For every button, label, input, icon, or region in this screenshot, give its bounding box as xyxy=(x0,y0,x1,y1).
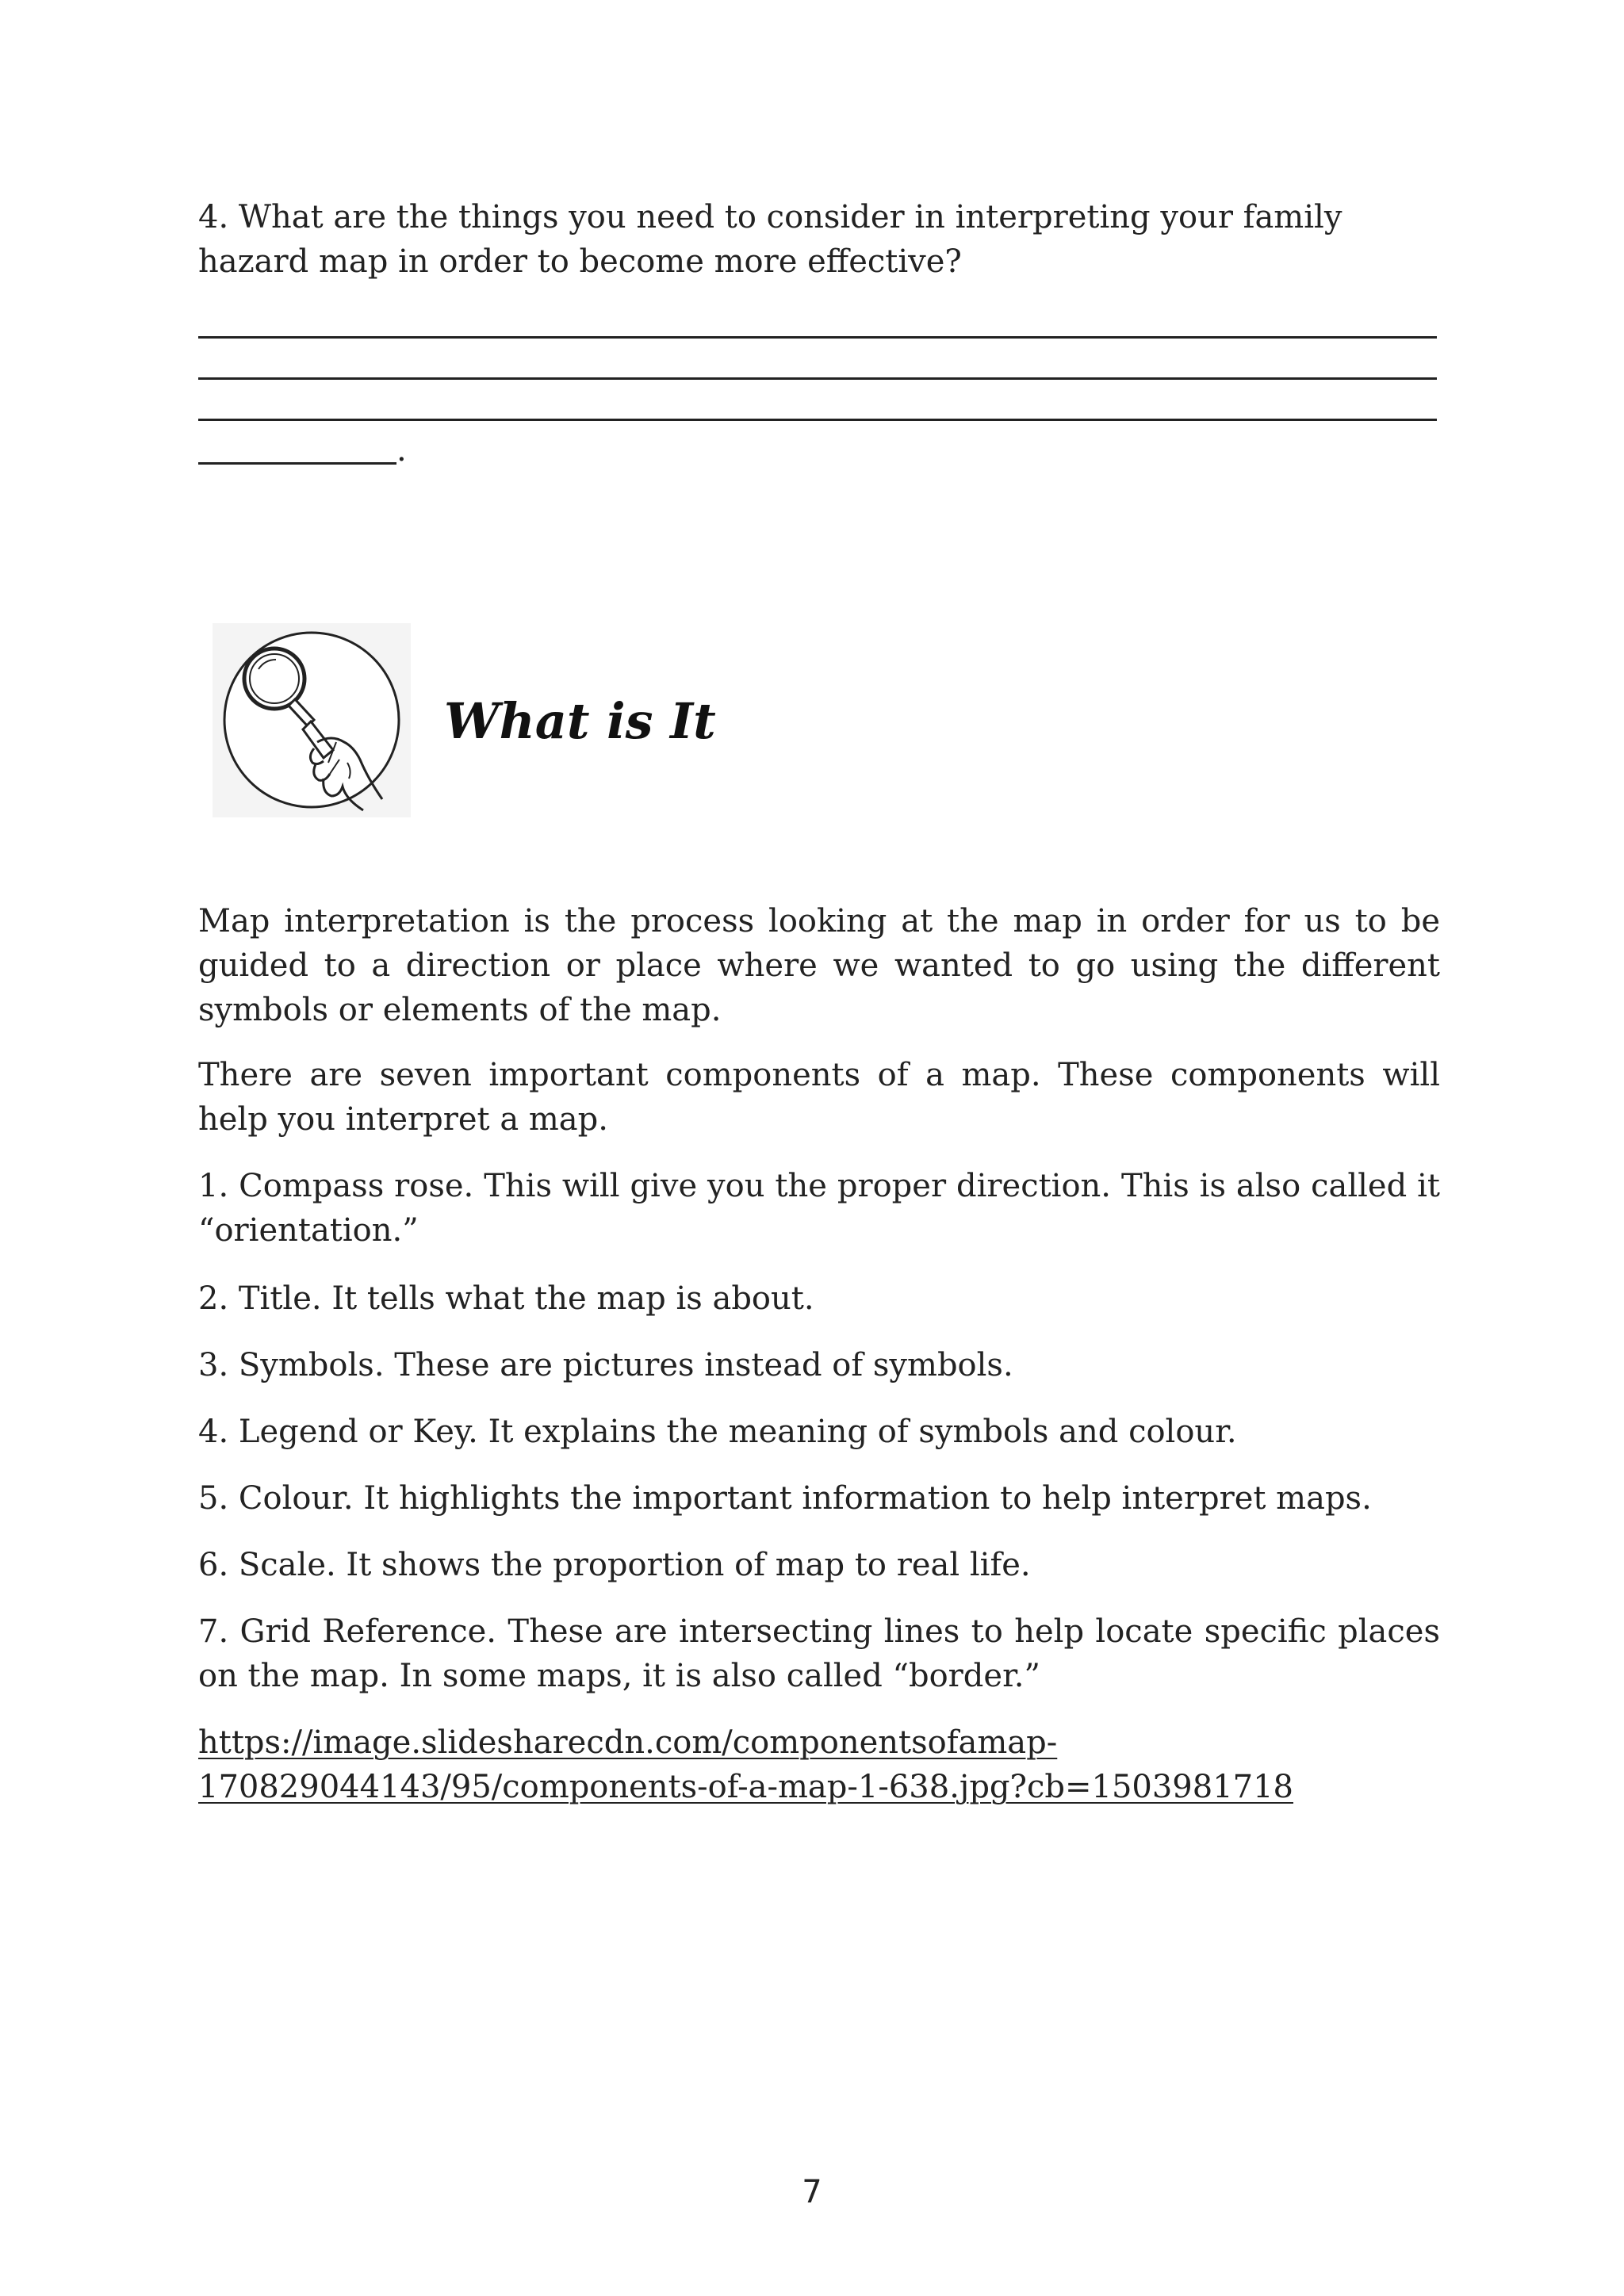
answer-line[interactable] xyxy=(198,377,1437,380)
paragraph-definition: Map interpretation is the process looking at the map in order for us to be guided to a direction or place where we wanted to go using the different symbols or elements of the map. xyxy=(198,903,1440,1028)
source-link[interactable] xyxy=(198,1720,1440,1809)
list-item-symbols: 3. Symbols. These are pictures instead of symbols. xyxy=(198,1347,1013,1383)
list-item-scale: 6. Scale. It shows the proportion of map to real life. xyxy=(198,1547,1031,1583)
answer-line[interactable] xyxy=(198,419,1437,421)
section-title: What is It xyxy=(444,692,716,750)
magnifying-glass-icon xyxy=(213,623,411,817)
list-item-grid-reference: 7. Grid Reference. These are intersecting lines to help locate specific places on the map. In some maps, it is also called “border.” xyxy=(198,1613,1440,1694)
answer-line[interactable] xyxy=(198,336,1437,339)
question-4: 4. What are the things you need to consider in interpreting your family hazard map in order to become more effective? xyxy=(198,199,1342,280)
answer-end-period: . xyxy=(396,432,407,469)
page-number: 7 xyxy=(802,2174,822,2210)
list-item-legend: 4. Legend or Key. It explains the meaning of symbols and colour. xyxy=(198,1414,1237,1450)
list-item-colour: 5. Colour. It highlights the important information to help interpret maps. xyxy=(198,1480,1372,1517)
paragraph-intro: There are seven important components of a map. These components will help you interpret a map. xyxy=(198,1057,1440,1138)
answer-line[interactable] xyxy=(198,462,396,465)
list-item-title: 2. Title. It tells what the map is about. xyxy=(198,1280,814,1317)
source-link-line-1[interactable]: https://image.slidesharecdn.com/componentsofamap- xyxy=(198,1724,1058,1761)
list-item-compass-rose: 1. Compass rose. This will give you the proper direction. This is also called it “orientation.” xyxy=(198,1168,1440,1249)
source-link-line-2[interactable]: 170829044143/95/components-of-a-map-1-638.jpg?cb=1503981718 xyxy=(198,1769,1293,1805)
